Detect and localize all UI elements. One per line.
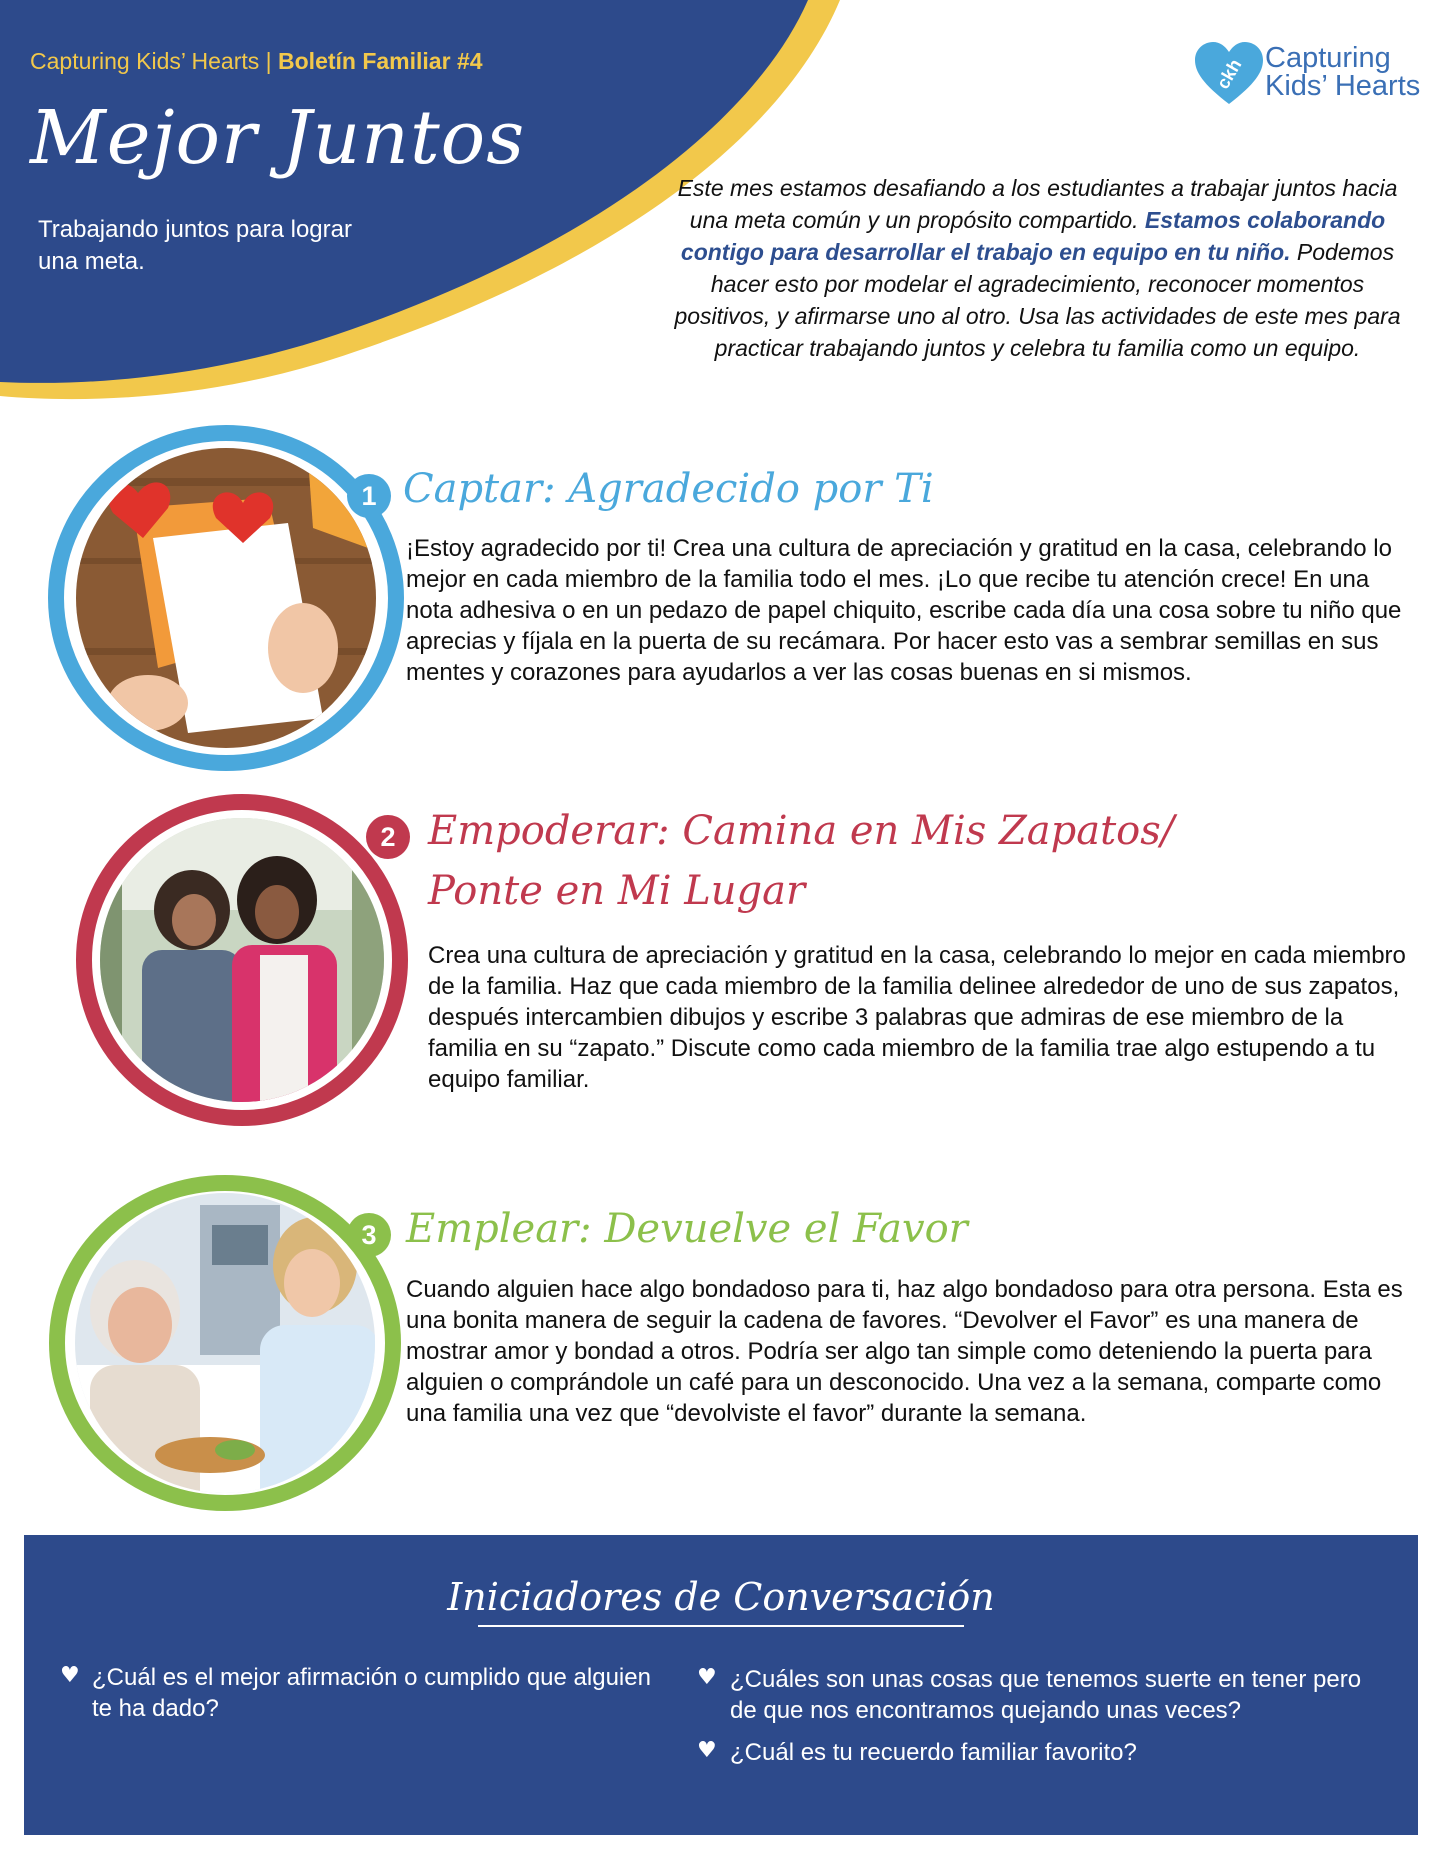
section-1-number: 1: [347, 474, 391, 518]
section-3-number: 3: [347, 1213, 391, 1257]
heart-logo-icon: [1193, 40, 1265, 108]
heart-bullet-icon: ♥: [697, 1665, 717, 1690]
intro-text-1: Este mes estamos desafiando a los estudiantes a trabajar juntos hacia una meta común y un propósito compartido.: [677, 175, 1398, 233]
brand-name: Capturing Kids’ Hearts |: [30, 48, 272, 74]
section-2-title-line-1: Empoderar: Camina en Mis Zapatos/: [428, 808, 1175, 854]
section-2-number: 2: [366, 815, 410, 859]
logo-text: [1265, 44, 1420, 100]
conversation-title-underline: [478, 1625, 964, 1627]
intro-paragraph: [660, 172, 1415, 364]
newsletter-brand-line: [30, 48, 483, 75]
section-3-title: Emplear: Devuelve el Favor: [406, 1206, 968, 1252]
conversation-question-3: ¿Cuál es tu recuerdo familiar favorito?: [730, 1739, 1137, 1766]
conversation-title: Iniciadores de Conversación: [447, 1575, 995, 1619]
heart-bullet-icon: ♥: [60, 1663, 80, 1688]
intro-emphasis: Estamos colaborando contigo para desarrollar el trabajo en equipo en tu niño.: [680, 207, 1386, 265]
intro-text-2: Podemos hacer esto por modelar el agradecimiento, reconocer momentos positivos, y afirmarse uno al otro. Usa las actividades de este mes para practicar trabajando juntos y celebra tu familia como un equipo.: [674, 239, 1401, 361]
logo-line-1: Capturing: [1265, 42, 1391, 74]
section-2-title-line-2: Ponte en Mi Lugar: [428, 868, 806, 914]
conversation-question-1: ¿Cuál es el mejor afirmación o cumplido que alguien te ha dado?: [92, 1664, 651, 1722]
section-1-title: Captar: Agradecido por Ti: [403, 466, 934, 512]
conversation-question-2: ¿Cuáles son unas cosas que tenemos suerte en tener pero de que nos encontramos quejando unas veces?: [730, 1666, 1362, 1724]
logo-mark-text: ckh: [1212, 55, 1246, 93]
newsletter-number: Boletín Familiar #4: [278, 48, 483, 74]
logo-line-2: Kids’ Hearts: [1265, 70, 1421, 102]
section-3-body: Cuando alguien hace algo bondadoso para ti, haz algo bondadoso para otra persona. Esta es una bonita manera de seguir la cadena de favores. “Devolver el Favor” es una manera de mostrar amor y bondad a otros. Podría ser algo tan simple como deteniendo la puerta para alguien o comprándole un café para un desconocido. Una vez a la semana, comparte como una familia una vez que “devolviste el favor” durante la semana.: [406, 1276, 1403, 1427]
section-1-body: ¡Estoy agradecido por ti! Crea una cultura de apreciación y gratitud en la casa, celebrando lo mejor en cada miembro de la familia todo el mes. ¡Lo que recibe tu atención crece! En una nota adhesiva o en un pedazo de papel chiquito, escribe cada día una cosa sobre tu niño que aprecias y fíjala en la puerta de su recámara. Por hacer esto vas a sembrar semillas en sus mentes y corazones para ayudarlos a ver las cosas buenas en si mismos.: [406, 535, 1402, 686]
section-2-body: Crea una cultura de apreciación y gratitud en la casa, celebrando lo mejor en cada miembro de la familia. Haz que cada miembro de la familia delinee alrededor de uno de sus zapatos, después intercambien dibujos y escribe 3 palabras que admiras de ese miembro de la familia en su “zapato.” Discute como cada miembro de la familia trae algo estupendo a tu equipo familiar.: [428, 942, 1406, 1093]
page-title: Mejor Juntos: [30, 95, 526, 181]
page-subtitle: Trabajando juntos para lograr una meta.: [38, 216, 352, 275]
section-1-photo-frame: [38, 418, 418, 778]
heart-bullet-icon: ♥: [697, 1738, 717, 1763]
